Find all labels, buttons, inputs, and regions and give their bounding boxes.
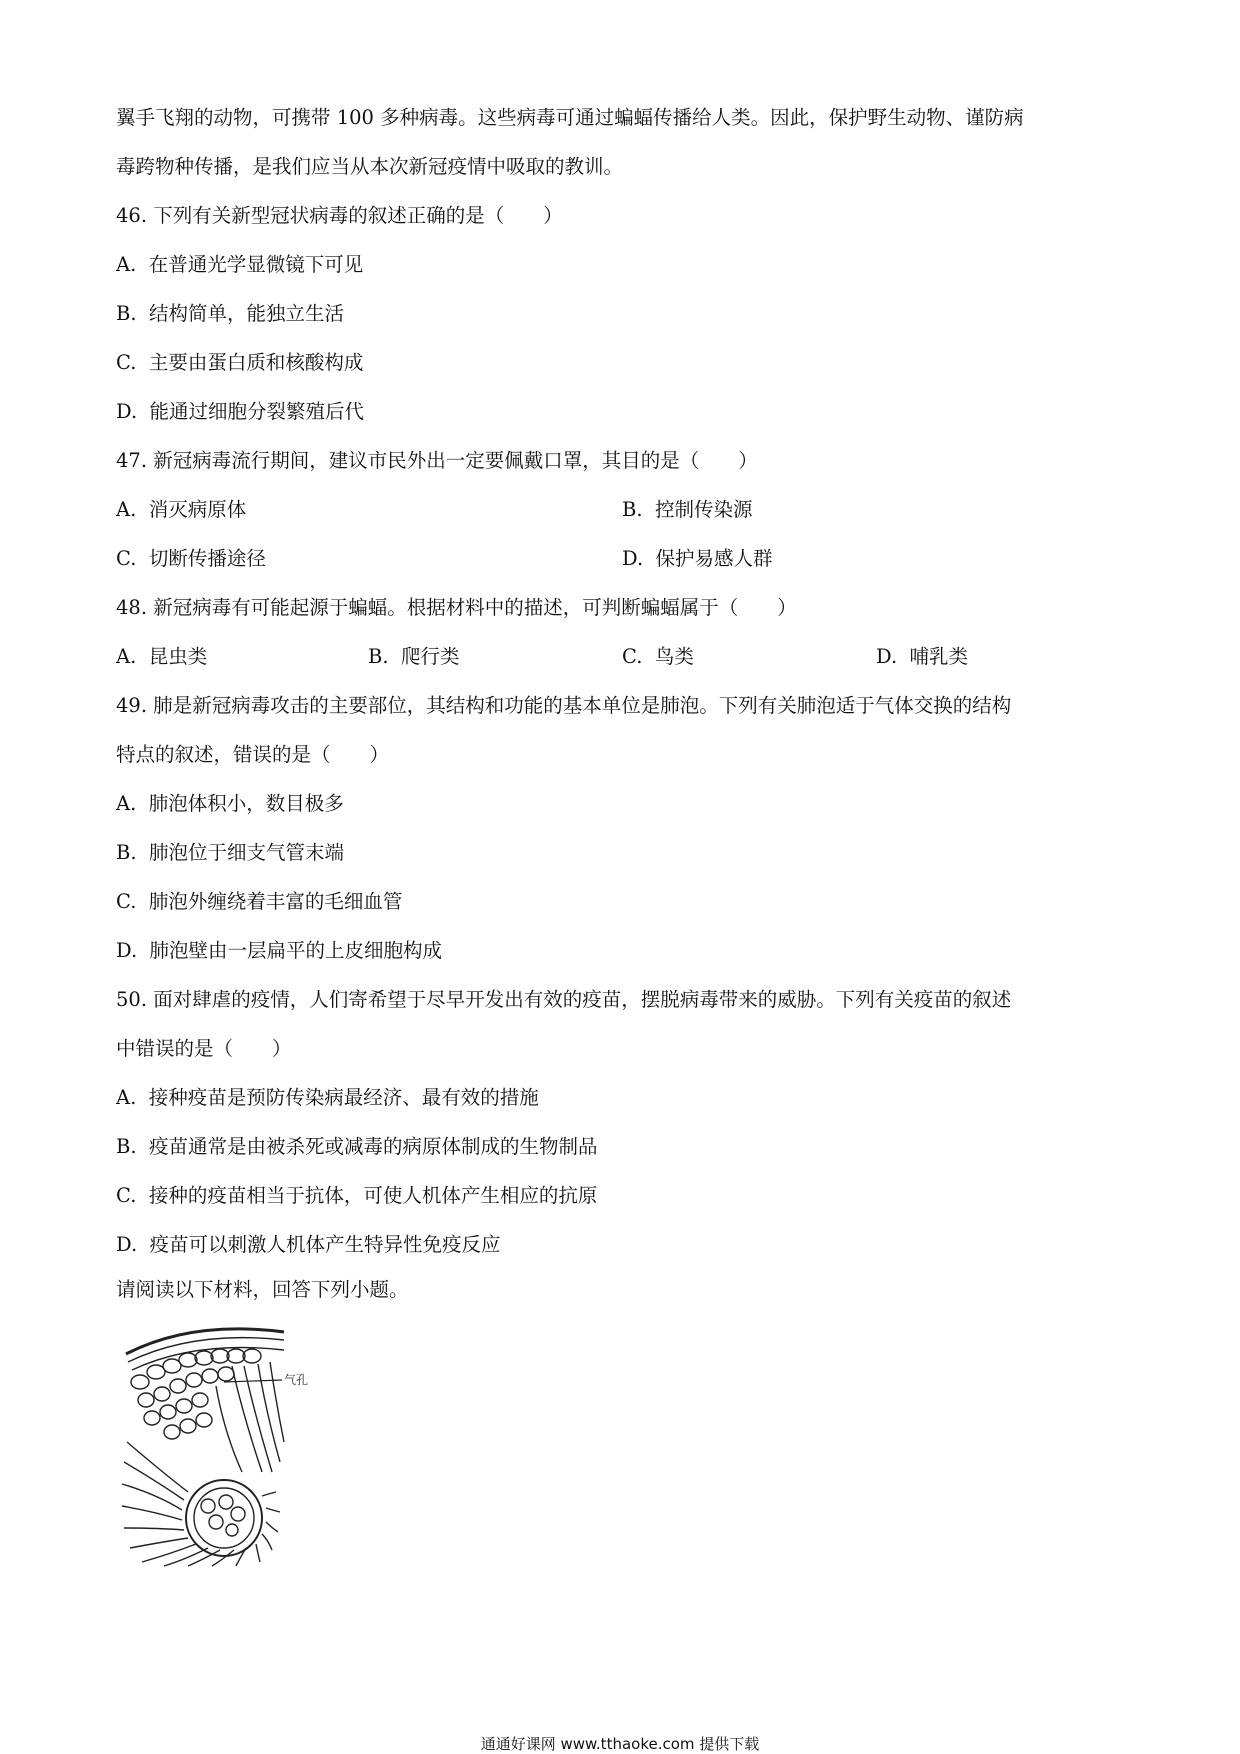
question-50-stem-line-1: 50. 面对肆虐的疫情，人们寄希望于尽早开发出有效的疫苗，摆脱病毒带来的威胁。下列有关疫苗的叙述 xyxy=(116,988,1012,1011)
option-letter: D. xyxy=(116,939,138,962)
question-46-option-a xyxy=(116,255,363,275)
option-letter: C. xyxy=(116,1184,137,1207)
option-text: 结构简单，能独立生活 xyxy=(148,302,344,325)
reading-instruction: 请阅读以下材料，回答下列小题。 xyxy=(116,1278,409,1301)
question-50-option-c xyxy=(116,1186,597,1206)
option-text: 肺泡壁由一层扁平的上皮细胞构成 xyxy=(149,939,443,962)
question-46-option-d xyxy=(116,402,364,422)
question-49-stem-line-1: 49. 肺是新冠病毒攻击的主要部位，其结构和功能的基本单位是肺泡。下列有关肺泡适于气体交换的结构 xyxy=(116,694,1012,717)
question-46-option-c xyxy=(116,353,363,373)
option-text: 疫苗可以刺激人机体产生特异性免疫反应 xyxy=(149,1233,501,1256)
question-49-option-d xyxy=(116,941,442,961)
option-letter: D. xyxy=(622,547,644,570)
option-letter: C. xyxy=(622,645,643,668)
option-letter: D. xyxy=(876,645,898,668)
question-47-option-b xyxy=(622,500,752,520)
question-49-option-c xyxy=(116,892,402,912)
option-text: 接种的疫苗相当于抗体，可使人机体产生相应的抗原 xyxy=(148,1184,598,1207)
option-text: 控制传染源 xyxy=(654,498,753,521)
option-text: 肺泡位于细支气管末端 xyxy=(148,841,344,864)
option-letter: A. xyxy=(116,253,137,276)
question-48-option-a xyxy=(116,647,207,667)
option-letter: D. xyxy=(116,1233,138,1256)
leaf-cross-section-figure xyxy=(112,1322,342,1567)
question-49-option-b xyxy=(116,843,344,863)
question-47-option-d xyxy=(622,549,773,569)
option-letter: C. xyxy=(116,351,137,374)
question-50-option-a xyxy=(116,1088,539,1108)
option-letter: A. xyxy=(116,792,137,815)
question-46-stem: 46. 下列有关新型冠状病毒的叙述正确的是（ ） xyxy=(116,204,563,227)
option-text: 肺泡外缠绕着丰富的毛细血管 xyxy=(148,890,403,913)
option-letter: C. xyxy=(116,547,137,570)
option-text: 消灭病原体 xyxy=(148,498,247,521)
option-letter: D. xyxy=(116,400,138,423)
question-49-stem-line-2: 特点的叙述，错误的是（ ） xyxy=(116,743,390,766)
question-48-stem: 48. 新冠病毒有可能起源于蝙蝠。根据材料中的描述，可判断蝙蝠属于（ ） xyxy=(116,596,797,619)
option-letter: B. xyxy=(368,645,389,668)
question-47-stem: 47. 新冠病毒流行期间，建议市民外出一定要佩戴口罩，其目的是（ ） xyxy=(116,449,758,472)
leaf-cross-section-drawing xyxy=(112,1322,342,1567)
option-letter: A. xyxy=(116,498,137,521)
option-text: 能通过细胞分裂繁殖后代 xyxy=(149,400,365,423)
option-letter: A. xyxy=(116,1086,137,1109)
question-48-option-b xyxy=(368,647,459,667)
question-50-option-d xyxy=(116,1235,501,1255)
option-text: 保护易感人群 xyxy=(655,547,773,570)
question-47-option-c xyxy=(116,549,266,569)
page-footer: 通通好课网 www.tthaoke.com 提供下载 xyxy=(480,1735,760,1753)
question-48-option-d xyxy=(876,647,968,667)
option-text: 哺乳类 xyxy=(909,645,969,668)
option-letter: B. xyxy=(622,498,643,521)
option-text: 肺泡体积小，数目极多 xyxy=(148,792,344,815)
option-letter: B. xyxy=(116,302,137,325)
option-text: 主要由蛋白质和核酸构成 xyxy=(148,351,364,374)
option-text: 爬行类 xyxy=(400,645,460,668)
option-text: 接种疫苗是预防传染病最经济、最有效的措施 xyxy=(148,1086,539,1109)
option-letter: B. xyxy=(116,841,137,864)
figure-label-stomata: 气孔 xyxy=(284,1373,309,1387)
question-49-option-a xyxy=(116,794,344,814)
question-48-option-c xyxy=(622,647,694,667)
question-47-option-a xyxy=(116,500,246,520)
question-50-option-b xyxy=(116,1137,597,1157)
option-text: 疫苗通常是由被杀死或减毒的病原体制成的生物制品 xyxy=(148,1135,598,1158)
option-letter: A. xyxy=(116,645,137,668)
option-text: 昆虫类 xyxy=(148,645,208,668)
option-letter: C. xyxy=(116,890,137,913)
option-text: 在普通光学显微镜下可见 xyxy=(148,253,364,276)
option-letter: B. xyxy=(116,1135,137,1158)
question-46-option-b xyxy=(116,304,344,324)
passage-line-1: 翼手飞翔的动物，可携带 100 多种病毒。这些病毒可通过蝙蝠传播给人类。因此，保护野生动物、谨防病 xyxy=(116,106,1024,129)
passage-line-2: 毒跨物种传播，是我们应当从本次新冠疫情中吸取的教训。 xyxy=(116,155,624,178)
option-text: 鸟类 xyxy=(654,645,694,668)
option-text: 切断传播途径 xyxy=(148,547,266,570)
question-50-stem-line-2: 中错误的是（ ） xyxy=(116,1037,292,1060)
